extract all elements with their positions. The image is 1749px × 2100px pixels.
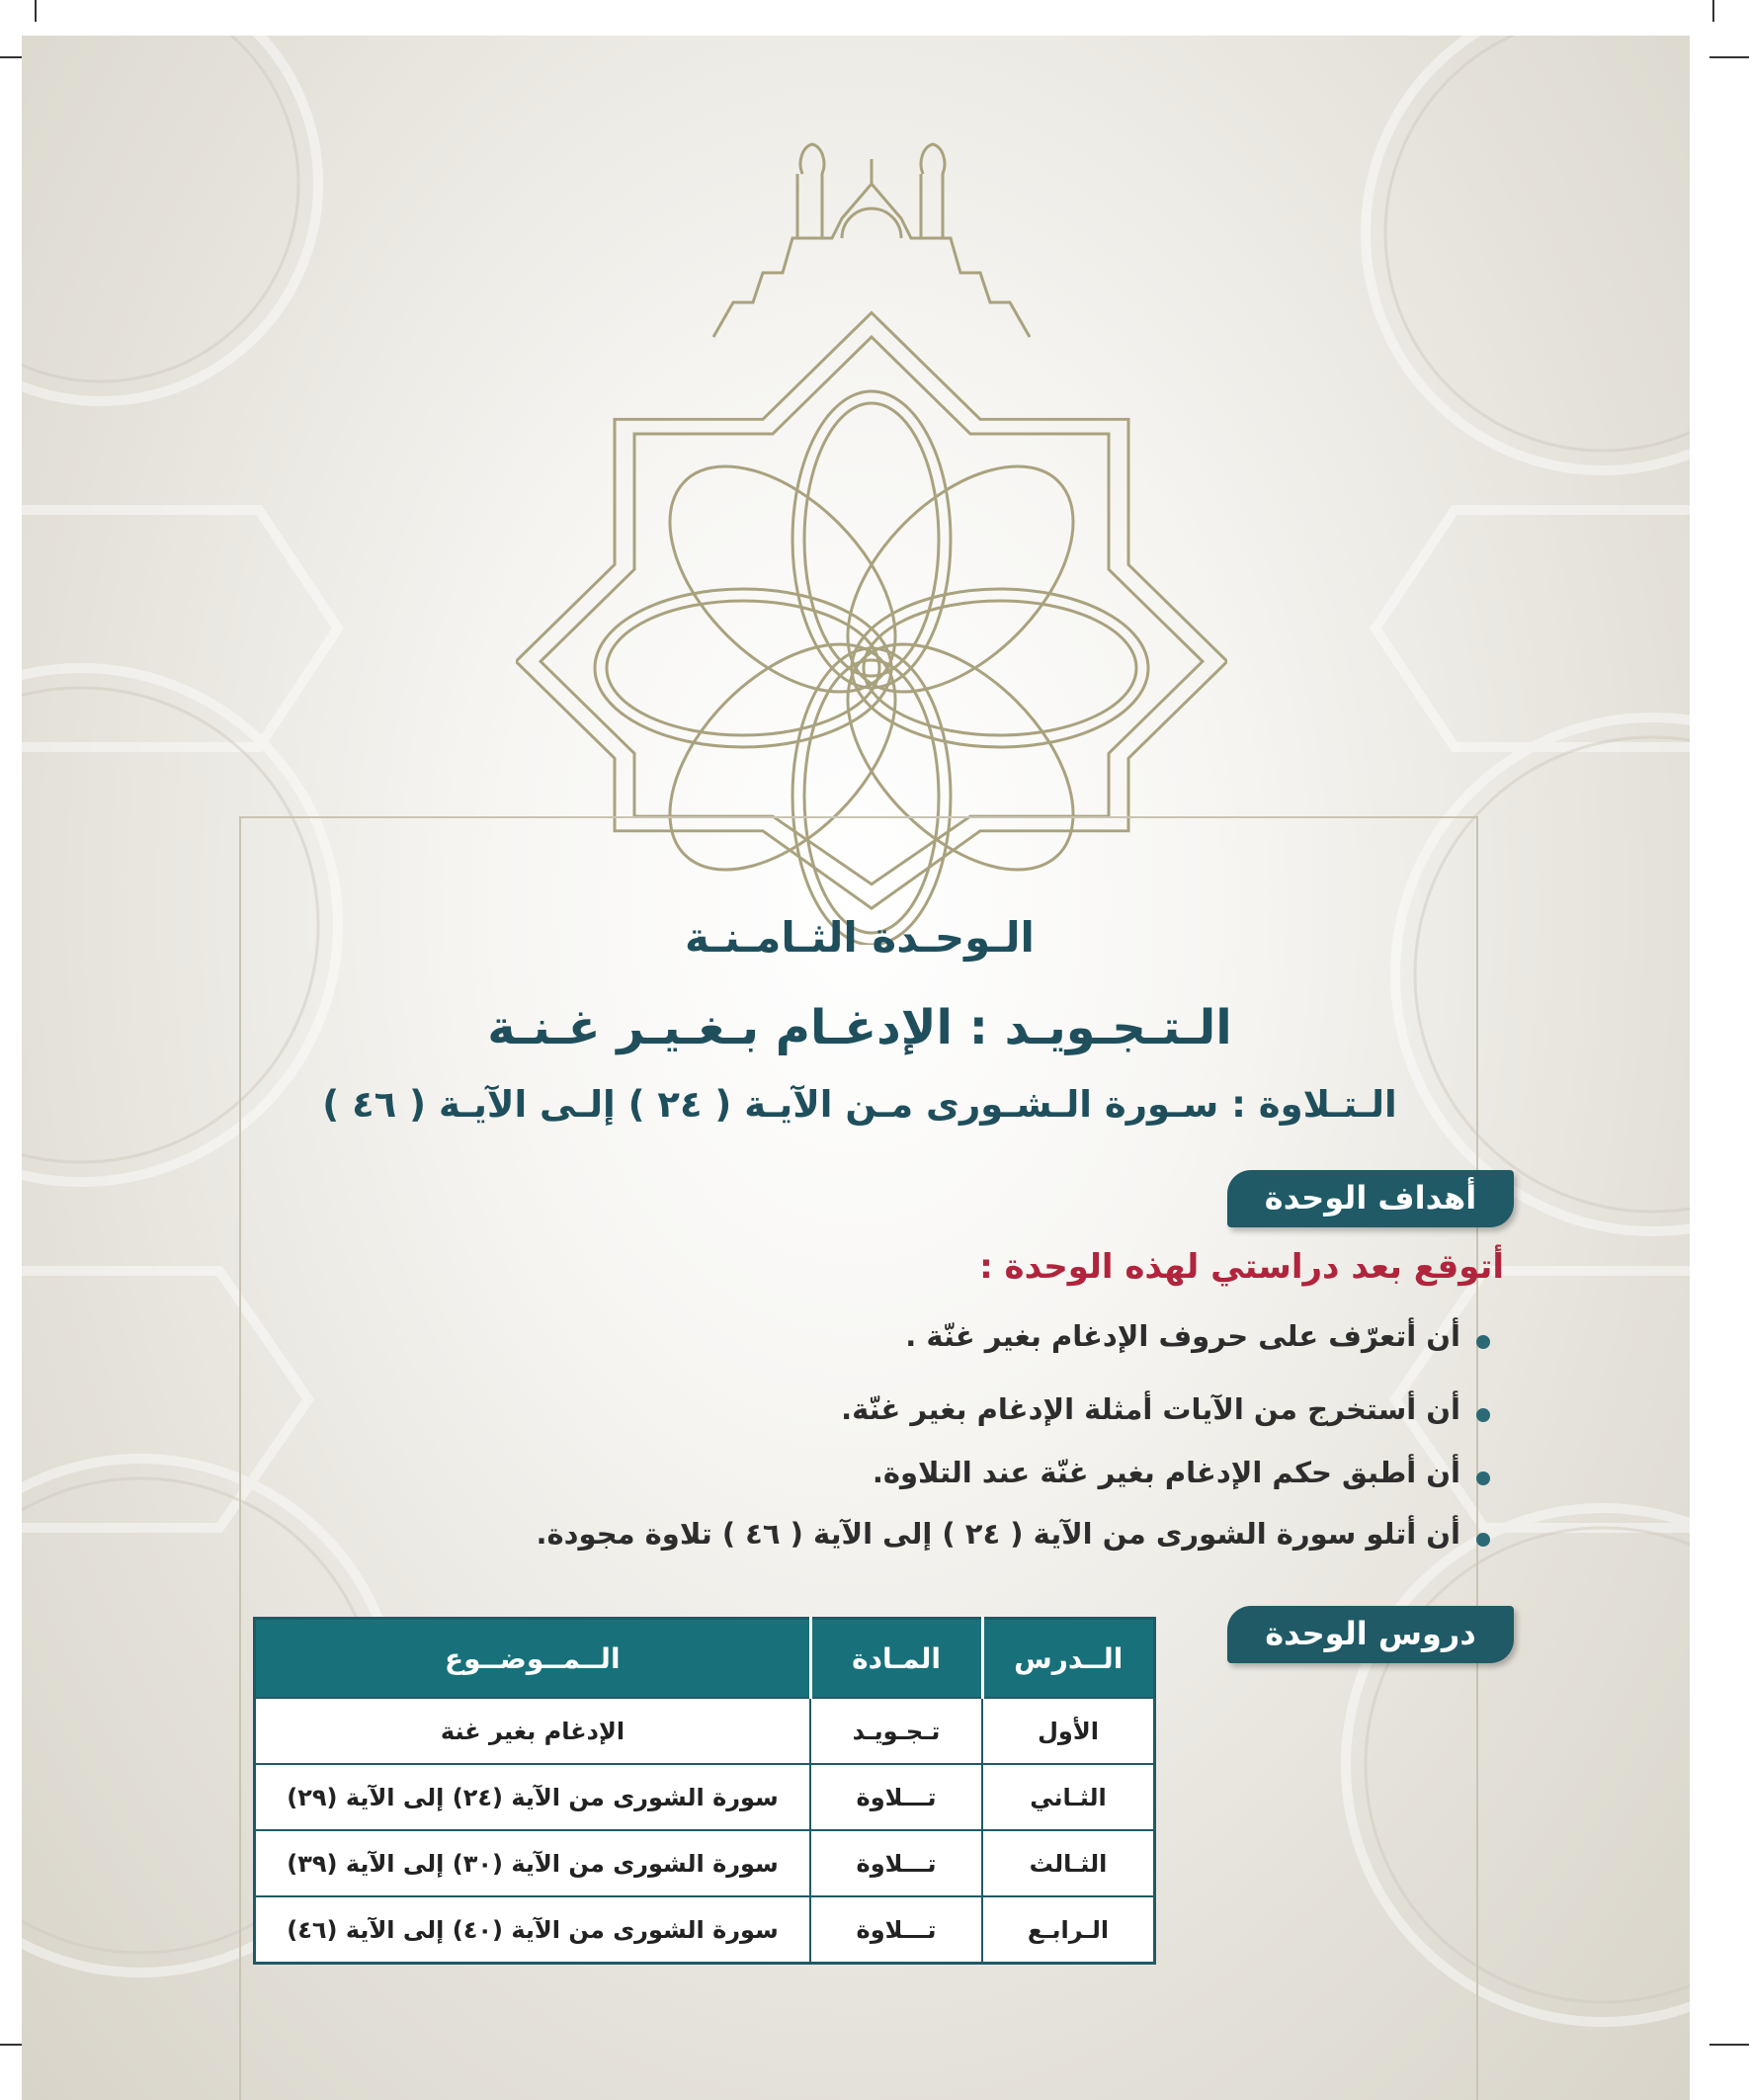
list-item: أن أتعرّف على حروف الإدغام بغير غنّة . (905, 1319, 1490, 1353)
topic-cell: الإدغام بغير غنة (255, 1698, 811, 1764)
crop-mark (1709, 2044, 1749, 2046)
lessons-table (253, 1617, 1156, 1965)
mosque-icon (713, 144, 1030, 337)
header-topic: الــمــوضــوع (255, 1619, 811, 1699)
subject-cell: تـــلاوة (810, 1896, 982, 1964)
table-row (255, 1896, 1155, 1964)
crop-mark (1712, 0, 1714, 22)
list-item: أن أستخرج من الآيات أمثلة الإدغام بغير غنّة. (841, 1392, 1490, 1426)
lesson-cell: الثـالث (982, 1830, 1155, 1896)
table-header-row (255, 1619, 1155, 1699)
table-row (255, 1698, 1155, 1764)
list-item: أن أتلو سورة الشورى من الآية ( ٢٤ ) إلى الآية ( ٤٦ ) تلاوة مجودة. (537, 1517, 1490, 1551)
crop-mark (1709, 56, 1749, 58)
tajweed-title: الـتـجـويـد : الإدغـام بـغـيـر غـنـة (487, 1000, 1232, 1055)
subject-cell: تـجـويـد (810, 1698, 982, 1764)
crop-mark (35, 0, 37, 22)
header-subject: المـادة (810, 1619, 982, 1699)
lesson-cell: الثـاني (982, 1764, 1155, 1830)
recitation-title: الـتـلاوة : سـورة الـشـورى مـن الآيـة ( ٢٤ ) إلـى الآيـة ( ٤٦ ) (322, 1083, 1397, 1126)
lesson-cell: الـرابـع (982, 1896, 1155, 1964)
subject-cell: تـــلاوة (810, 1764, 982, 1830)
lesson-cell: الأول (982, 1698, 1155, 1764)
topic-cell: سورة الشورى من الآية (٢٤) إلى الآية (٢٩) (255, 1764, 811, 1830)
header-lesson: الــدرس (982, 1619, 1155, 1699)
lessons-ribbon: دروس الوحدة (1227, 1606, 1514, 1663)
objectives-ribbon: أهداف الوحدة (1227, 1170, 1514, 1227)
table-row (255, 1764, 1155, 1830)
unit-title: الـوحـدة الثـامـنـة (685, 913, 1035, 962)
topic-cell: سورة الشورى من الآية (٣٠) إلى الآية (٣٩) (255, 1830, 811, 1896)
subject-cell: تـــلاوة (810, 1830, 982, 1896)
topic-cell: سورة الشورى من الآية (٤٠) إلى الآية (٤٦) (255, 1896, 811, 1964)
objectives-lead: أتوقع بعد دراستي لهذه الوحدة : (979, 1247, 1504, 1287)
table-row (255, 1830, 1155, 1896)
list-item: أن أطبق حكم الإدغام بغير غنّة عند التلاوة. (873, 1456, 1490, 1489)
